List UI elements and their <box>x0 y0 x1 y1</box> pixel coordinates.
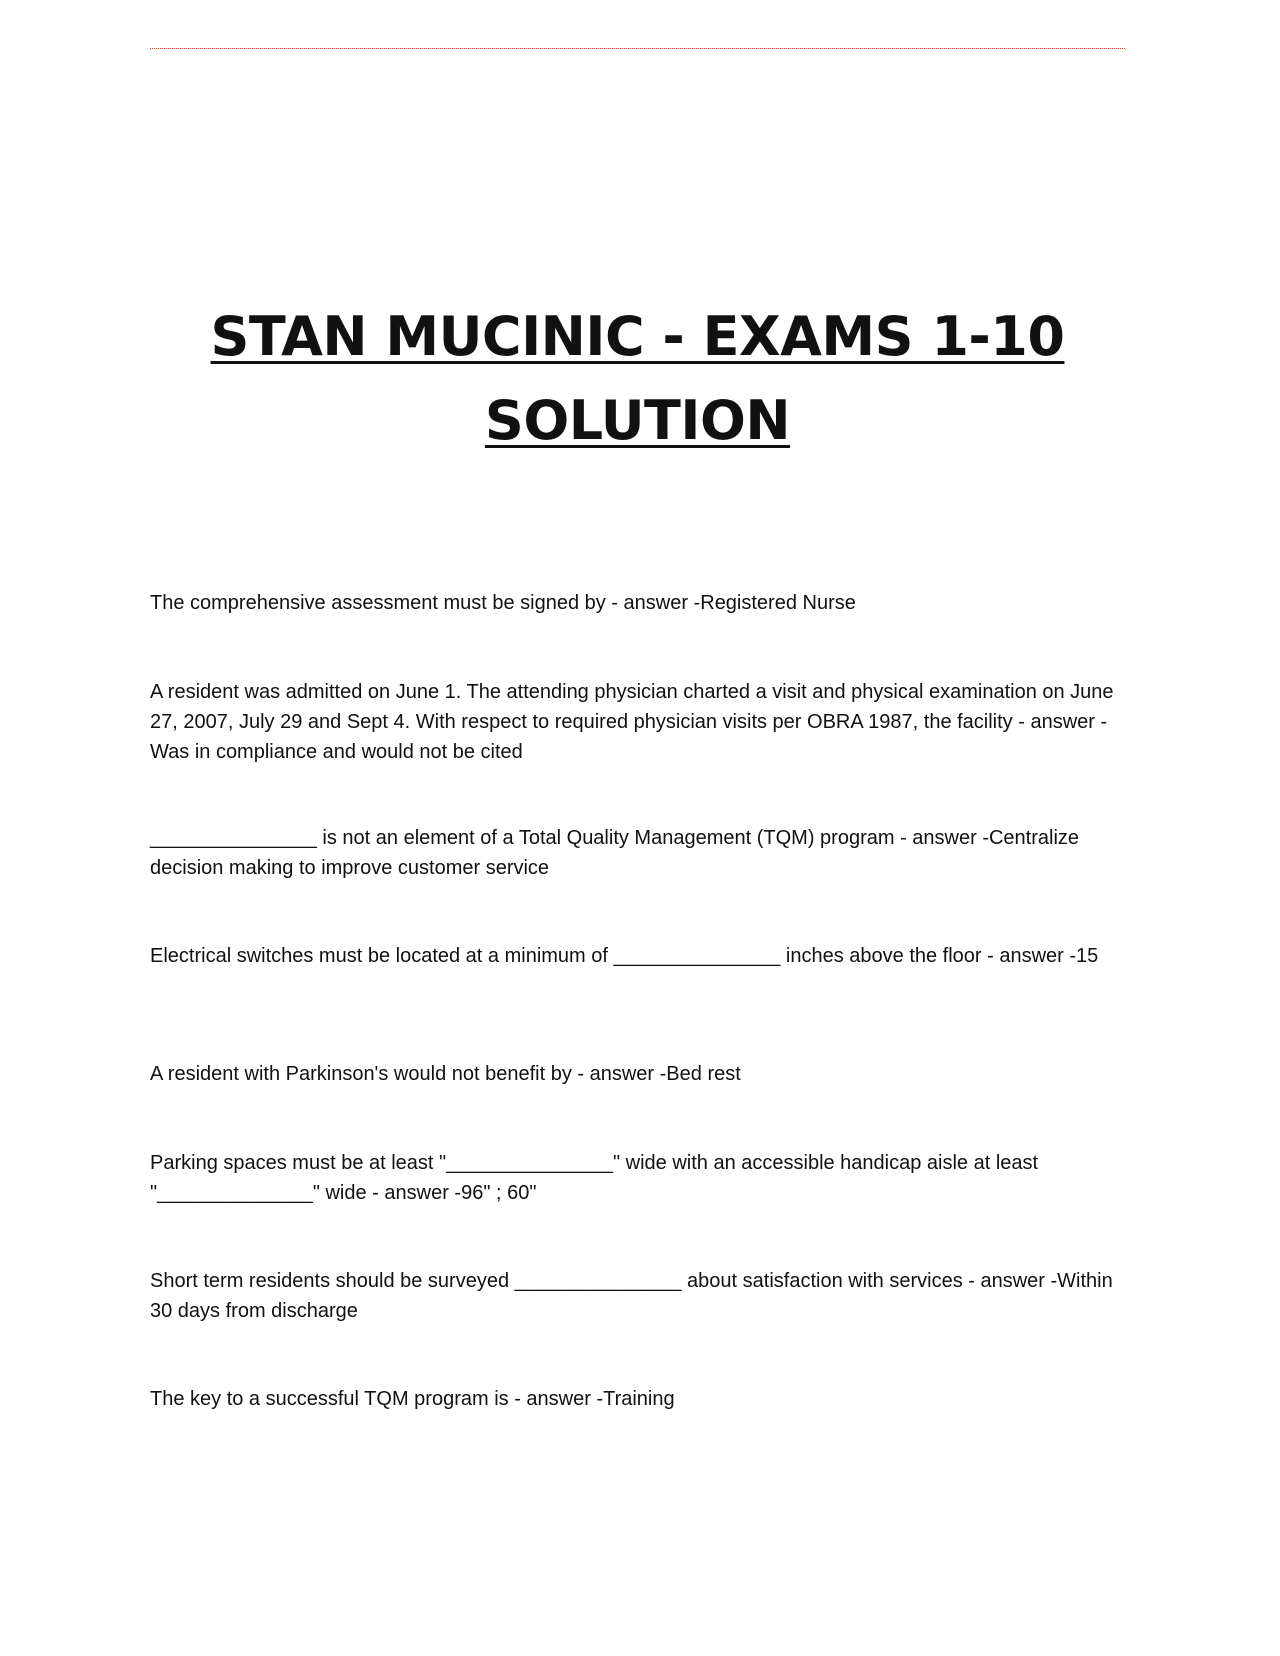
question-answer-2: A resident was admitted on June 1. The attending physician charted a visit and physical examination on June 27, 2007, July 29 and Sept 4. With respect to required physician visits per OBRA 1987, the facility - answer -Was in compliance and would not be cited <box>150 681 1114 763</box>
question-answer-6: Parking spaces must be at least "_______________" wide with an accessible handicap aisle at least "______________" wide - answer -96" ; 60" <box>150 1152 1039 1204</box>
document-title-text: STAN MUCINIC - EXAMS 1-10 SOLUTION <box>210 305 1065 452</box>
header-divider <box>150 48 1125 49</box>
question-answer-4: Electrical switches must be located at a minimum of _______________ inches above the floor - answer -15 <box>150 945 1099 967</box>
document-title <box>150 295 1125 463</box>
question-answer-5: A resident with Parkinson's would not benefit by - answer -Bed rest <box>150 1063 741 1085</box>
question-answer-3: _______________ is not an element of a Total Quality Management (TQM) program - answer -Centralize decision making to improve customer service <box>150 827 1080 879</box>
question-answer-1: The comprehensive assessment must be signed by - answer -Registered Nurse <box>150 592 856 614</box>
question-answer-7: Short term residents should be surveyed _______________ about satisfaction with services - answer -Within 30 days from discharge <box>150 1270 1113 1322</box>
question-answer-8: The key to a successful TQM program is - answer -Training <box>150 1388 675 1410</box>
